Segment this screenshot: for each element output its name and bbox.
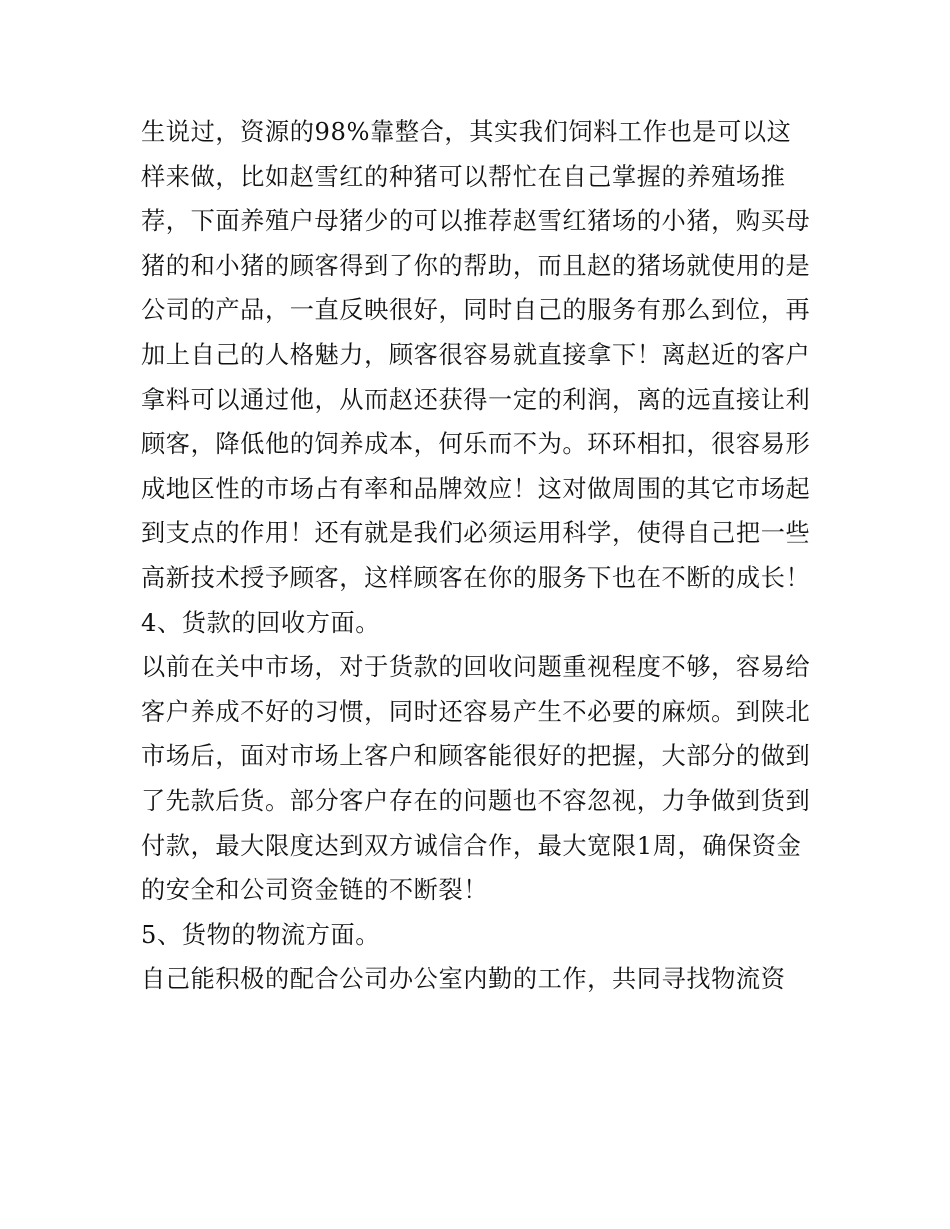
text-line: 拿料可以通过他，从而赵还获得一定的利润，离的远直接让利 — [141, 385, 811, 414]
text-line: 生说过，资源的98%靠整合，其实我们饲料工作也是可以这 — [141, 118, 792, 146]
text-line: 荐，下面养殖户母猪少的可以推荐赵雪红猪场的小猪，购买母 — [141, 207, 811, 236]
text-line: 公司的产品，一直反映很好，同时自己的服务有那么到位，再 — [141, 296, 811, 325]
text-line: 猪的和小猪的顾客得到了你的帮助，而且赵的猪场就使用的是 — [141, 251, 811, 280]
text-line: 付款，最大限度达到双方诚信合作，最大宽限1周，确保资金 — [141, 831, 802, 860]
text-line: 了先款后货。部分客户存在的问题也不容忽视，力争做到货到 — [141, 786, 811, 815]
text-line: 以前在关中市场，对于货款的回收问题重视程度不够，容易给 — [141, 653, 811, 682]
text-line: 到支点的作用！还有就是我们必须运用科学，使得自己把一些 — [141, 519, 811, 548]
text-line: 客户养成不好的习惯，同时还容易产生不必要的麻烦。到陕北 — [141, 697, 811, 726]
text-line: 高新技术授予顾客，这样顾客在你的服务下也在不断的成长！ — [141, 563, 811, 592]
document-body — [141, 110, 813, 1002]
text-line: 成地区性的市场占有率和品牌效应！这对做周围的其它市场起 — [141, 474, 811, 503]
text-line: 自己能积极的配合公司办公室内勤的工作，共同寻找物流资 — [141, 965, 786, 994]
text-line: 加上自己的人格魅力，顾客很容易就直接拿下！离赵近的客户 — [141, 340, 811, 369]
text-line: 市场后，面对市场上客户和顾客能很好的把握，大部分的做到 — [141, 742, 811, 771]
section-heading: 5、货物的物流方面。 — [141, 920, 381, 949]
section-heading: 4、货款的回收方面。 — [141, 608, 381, 637]
text-line: 样来做，比如赵雪红的种猪可以帮忙在自己掌握的养殖场推 — [141, 162, 786, 191]
text-line: 顾客，降低他的饲养成本，何乐而不为。环环相扣，很容易形 — [141, 430, 811, 459]
text-line: 的安全和公司资金链的不断裂！ — [141, 876, 489, 905]
